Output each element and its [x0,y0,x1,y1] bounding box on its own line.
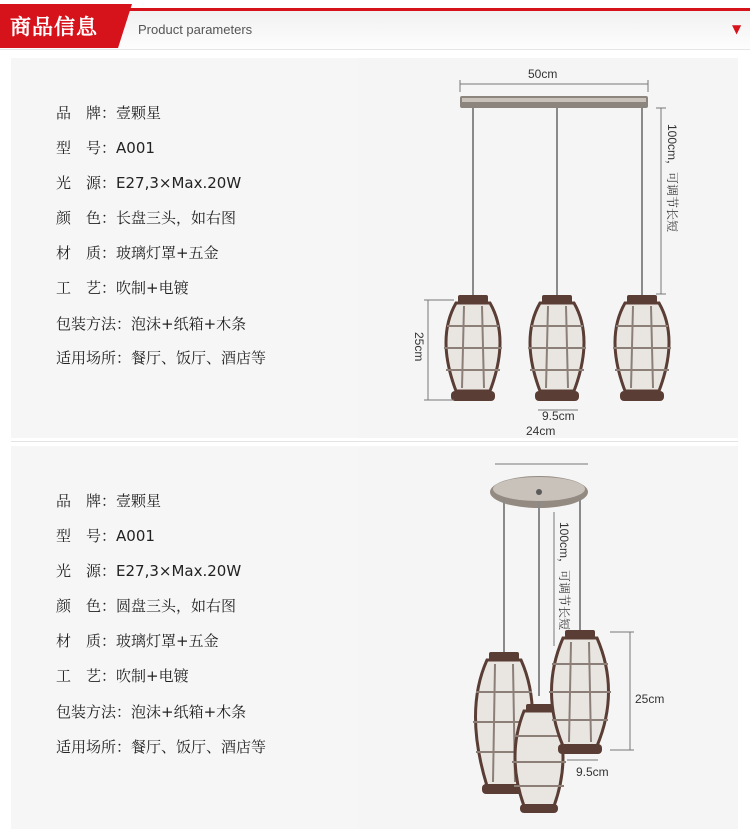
spec-row: 包装方法：泡沫+纸箱+木条 [56,703,247,721]
dim-shade-height: 25cm [635,692,665,706]
section-divider [11,441,738,442]
spec-row: 颜 色：长盘三头，如右图 [56,209,237,227]
dim-shade-diameter: 9.5cm [576,765,609,779]
spec-row: 工 艺：吹制+电镀 [56,667,189,685]
spec-row: 工 艺：吹制+电镀 [56,279,189,297]
spec-row: 颜 色：圆盘三头，如右图 [56,597,237,615]
dim-shade-height: 25cm [412,332,426,362]
spec-row: 型 号：A001 [56,139,155,157]
lamp-shade-1 [444,295,502,401]
spec-row: 品 牌：壹颗星 [56,492,162,510]
spec-row: 光 源：E27,3×Max.20W [56,562,242,580]
lamp-shade-right [549,630,611,754]
dim-length: 100cm，可调节长短 [557,522,571,631]
spec-row: 适用场所：餐厅、饭厅、酒店等 [56,349,267,367]
spec-row: 材 质：玻璃灯罩+五金 [56,244,219,262]
spec-row: 包装方法：泡沫+纸箱+木条 [56,315,247,333]
spec-row: 品 牌：壹颗星 [56,104,162,122]
dim-length: 100cm，可调节长短 [665,124,679,233]
lamp-shade-3 [613,295,671,401]
header-subtitle: Product parameters [138,22,253,37]
product-2-lamp-image [358,446,738,829]
spec-row: 适用场所：餐厅、饭厅、酒店等 [56,738,267,756]
triangle-down-icon: ▼ [732,22,742,36]
spec-row: 材 质：玻璃灯罩+五金 [56,632,219,650]
lamp-shade-2 [528,295,586,401]
dim-height: 24cm [526,424,556,438]
product-2-image-panel [358,446,738,829]
product-1-lamp-image [358,58,738,438]
header-title: 商品信息 [10,15,98,39]
spec-row: 型 号：A001 [56,527,155,545]
spec-row: 光 源：E27,3×Max.20W [56,174,242,192]
dim-width: 50cm [528,67,558,81]
dim-shade-diameter: 9.5cm [542,409,575,423]
product-1-image-panel [358,58,738,438]
section-header [0,0,750,50]
